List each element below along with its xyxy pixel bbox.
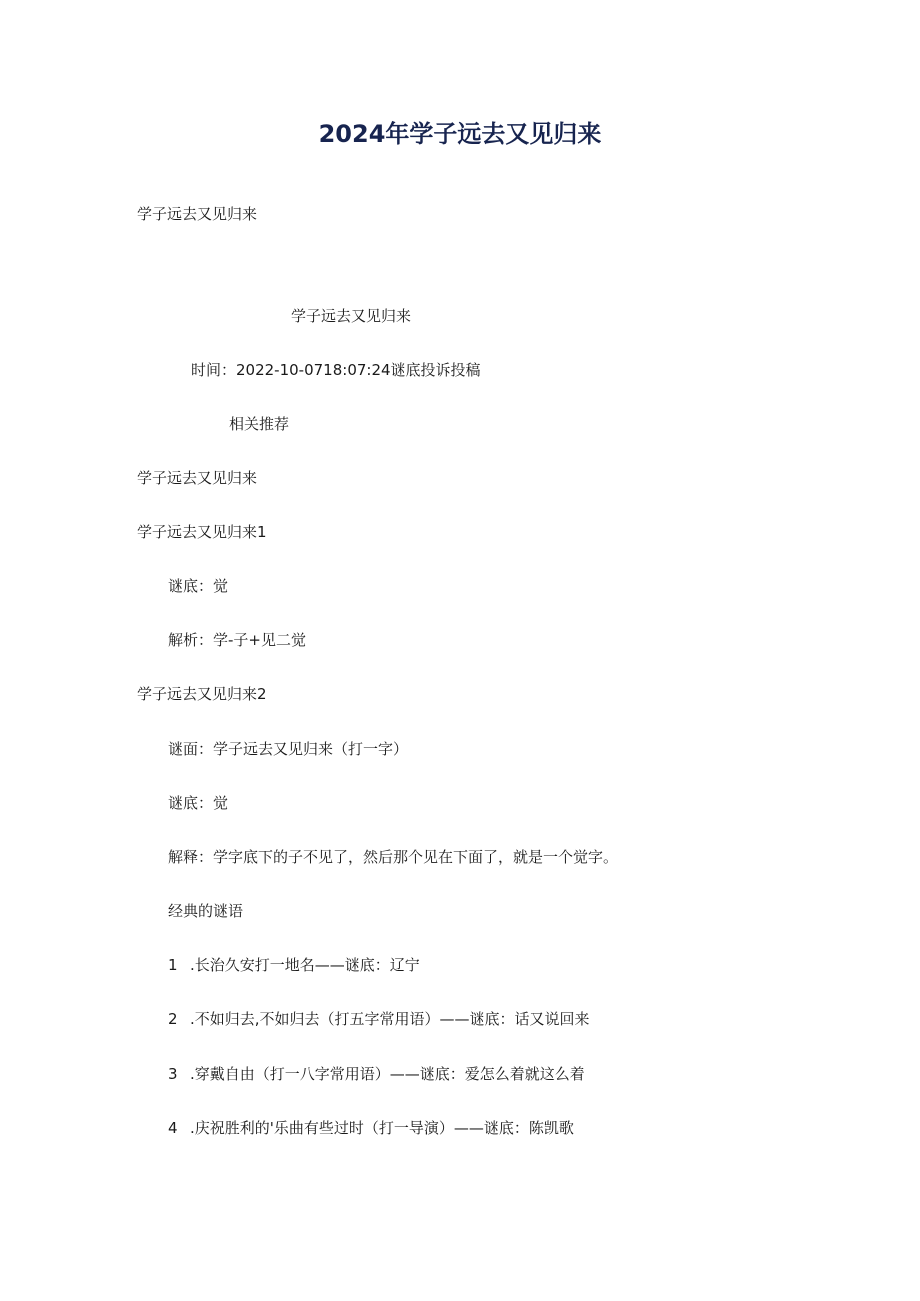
section1-answer: 谜底：觉 xyxy=(168,577,229,595)
list-item xyxy=(168,1009,590,1029)
document-title: 2024年学子远去又见归来 xyxy=(318,120,602,148)
section2-explanation: 解释：学字底下的子不见了，然后那个见在下面了，就是一个觉字。 xyxy=(168,848,619,866)
article-title: 学子远去又见归来 xyxy=(291,307,412,325)
section1-analysis: 解析：学-子+见二觉 xyxy=(168,631,306,649)
document-subtitle: 学子远去又见归来 xyxy=(137,205,258,223)
list-item-text: .穿戴自由（打一八字常用语）——谜底：爱怎么着就这么着 xyxy=(190,1065,585,1083)
section2-answer: 谜底：觉 xyxy=(168,794,229,812)
list-item xyxy=(168,955,420,975)
list-item-number: 1 xyxy=(168,956,178,974)
list-item xyxy=(168,1118,574,1138)
section1-heading: 学子远去又见归来1 xyxy=(137,523,267,541)
article-meta: 时间：2022-10-0718:07:24谜底投诉投稿 xyxy=(191,361,481,379)
list-item-text: .庆祝胜利的'乐曲有些过时（打一导演）——谜底：陈凯歌 xyxy=(190,1119,574,1137)
list-item-text: .不如归去,不如归去（打五字常用语）——谜底：话又说回来 xyxy=(190,1010,590,1028)
list-item xyxy=(168,1064,585,1084)
related-recommendations: 相关推荐 xyxy=(229,415,290,433)
list-item-number: 2 xyxy=(168,1010,178,1028)
section2-riddle: 谜面：学子远去又见归来（打一字） xyxy=(168,740,409,758)
classic-riddles-heading: 经典的谜语 xyxy=(168,902,244,920)
list-item-text: .长治久安打一地名——谜底：辽宁 xyxy=(190,956,420,974)
list-item-number: 3 xyxy=(168,1065,178,1083)
section-heading-main: 学子远去又见归来 xyxy=(137,469,258,487)
list-item-number: 4 xyxy=(168,1119,178,1137)
section2-heading: 学子远去又见归来2 xyxy=(137,685,267,703)
